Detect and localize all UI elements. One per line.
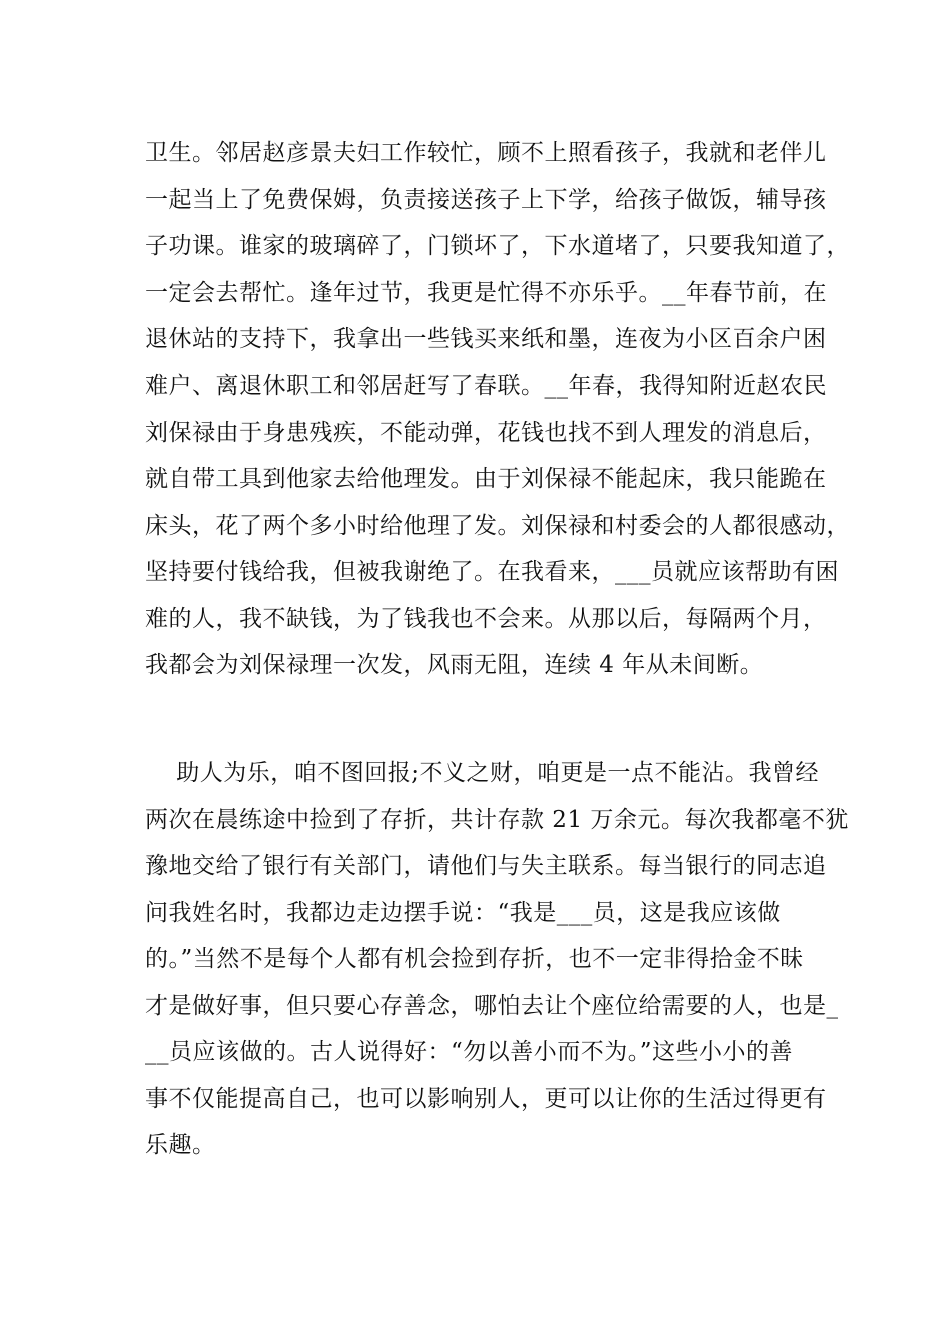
text-line: 难的人，我不缺钱，为了钱我也不会来。从那以后，每隔两个月， [145,606,827,632]
text-line: 问我姓名时，我都边走边摆手说：“我是___员，这是我应该做 [145,900,781,926]
text-line: 的。”当然不是每个人都有机会捡到存折，也不一定非得拾金不昧 [145,946,804,972]
text-line: 刘保禄由于身患残疾，不能动弹，花钱也找不到人理发的消息后， [145,420,827,446]
text-line: 助人为乐，咱不图回报;不义之财，咱更是一点不能沾。我曾经 [145,760,819,786]
text-line: 就自带工具到他家去给他理发。由于刘保禄不能起床，我只能跪在 [145,466,827,492]
text-line: 床头，花了两个多小时给他理了发。刘保禄和村委会的人都很感动， [145,513,850,539]
text-line: 我都会为刘保禄理一次发，风雨无阻，连续 4 年从未间断。 [145,652,764,678]
text-line: 难户、离退休职工和邻居赶写了春联。__年春，我得知附近赵农民 [145,373,827,399]
text-line: 两次在晨练途中捡到了存折，共计存款 21 万余元。每次我都毫不犹 [145,807,849,833]
text-line: 才是做好事，但只要心存善念，哪怕去让个座位给需要的人，也是_ [145,993,839,1019]
text-line: 一定会去帮忙。逢年过节，我更是忙得不亦乐乎。__年春节前，在 [145,280,827,306]
text-line: 豫地交给了银行有关部门，请他们与失主联系。每当银行的同志追 [145,853,827,879]
text-line: 卫生。邻居赵彦景夫妇工作较忙，顾不上照看孩子，我就和老伴儿 [145,140,827,166]
text-line: 坚持要付钱给我，但被我谢绝了。在我看来，___员就应该帮助有困 [145,559,839,585]
text-line: 退休站的支持下，我拿出一些钱买来纸和墨，连夜为小区百余户困 [145,326,827,352]
text-line: __员应该做的。古人说得好：“勿以善小而不为。”这些小小的善 [145,1039,794,1065]
text-line: 乐趣。 [145,1132,216,1158]
text-line: 子功课。谁家的玻璃碎了，门锁坏了，下水道堵了，只要我知道了， [145,233,850,259]
text-line: 一起当上了免费保姆，负责接送孩子上下学，给孩子做饭，辅导孩 [145,187,827,213]
text-line: 事不仅能提高自己，也可以影响别人，更可以让你的生活过得更有 [145,1086,827,1112]
